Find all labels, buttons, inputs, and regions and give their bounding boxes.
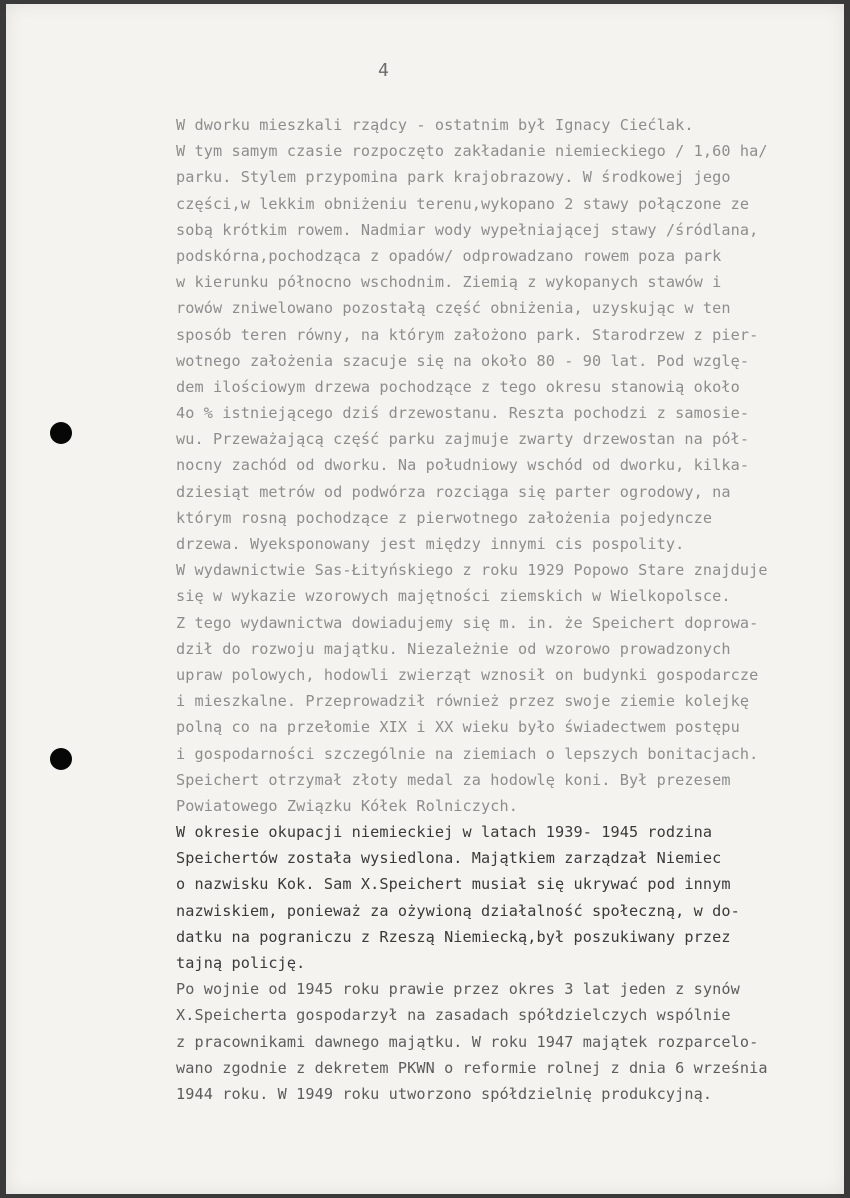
typewritten-text — [176, 112, 846, 1107]
text-line: rowów zniwelowano pozostałą część obniżenia, uzyskując w ten — [176, 299, 731, 318]
page-number: 4 — [378, 60, 389, 81]
text-line: Po wojnie od 1945 roku prawie przez okres 3 lat jeden z synów — [176, 980, 740, 999]
text-line: W tym samym czasie rozpoczęto zakładanie niemieckiego / 1,60 ha/ — [176, 142, 768, 161]
punch-hole-bottom — [50, 748, 72, 770]
text-line: 1944 roku. W 1949 roku utworzono spółdzielnię produkcyjną. — [176, 1084, 713, 1103]
text-line: upraw polowych, hodowli zwierząt wznosił on budynki gospodarcze — [176, 665, 759, 684]
text-line: dem ilościowym drzewa pochodzące z tego okresu stanowią około — [176, 377, 740, 396]
text-line: Z tego wydawnictwa dowiadujemy się m. in. że Speichert doprowa- — [176, 613, 759, 632]
text-line: Powiatowego Związku Kółek Rolniczych. — [176, 796, 519, 815]
text-line: i gospodarności szczególnie na ziemiach o lepszych bonitacjach. — [176, 744, 759, 763]
text-line: w kierunku północno wschodnim. Ziemią z wykopanych stawów i — [176, 273, 722, 292]
paragraph — [176, 819, 846, 976]
text-line: sposób teren równy, na którym założono park. Starodrzew z pier- — [176, 325, 759, 344]
text-line: o nazwisku Kok. Sam X.Speichert musiał się ukrywać pod innym — [176, 875, 731, 894]
text-line: wotnego założenia szacuje się na około 80 - 90 lat. Pod wzglę- — [176, 351, 750, 370]
text-line: z pracownikami dawnego majątku. W roku 1947 majątek rozparcelo- — [176, 1032, 759, 1051]
paragraph — [176, 976, 846, 1107]
text-line: części,w lekkim obniżeniu terenu,wykopano 2 stawy połączone ze — [176, 194, 750, 213]
text-line: dziesiąt metrów od podwórza rozciąga się parter ogrodowy, na — [176, 482, 731, 501]
text-line: nazwiskiem, ponieważ za ożywioną działalność społeczną, w do- — [176, 901, 740, 920]
text-line: Speichertów została wysiedlona. Majątkiem zarządzał Niemiec — [176, 849, 722, 868]
text-line: sobą krótkim rowem. Nadmiar wody wypełniającej stawy /śródlana, — [176, 220, 759, 239]
text-line: W wydawnictwie Sas-Łityńskiego z roku 1929 Popowo Stare znajduje — [176, 561, 768, 580]
text-line: którym rosną pochodzące z pierwotnego założenia pojedyncze — [176, 508, 713, 527]
text-line: się w wykazie wzorowych majętności ziemskich w Wielkopolsce. — [176, 587, 731, 606]
text-line: datku na pograniczu z Rzeszą Niemiecką,był poszukiwany przez — [176, 927, 731, 946]
text-line: 4o % istniejącego dziś drzewostanu. Reszta pochodzi z samosie- — [176, 404, 750, 423]
text-line: Speichert otrzymał złoty medal za hodowlę koni. Był prezesem — [176, 770, 731, 789]
text-line: wano zgodnie z dekretem PKWN o reformie rolnej z dnia 6 września — [176, 1058, 768, 1077]
text-line: W dworku mieszkali rządcy - ostatnim był Ignacy Ciećlak. — [176, 116, 694, 134]
text-line: wu. Przeważającą część parku zajmuje zwarty drzewostan na pół- — [176, 430, 750, 449]
document-page — [6, 4, 844, 1194]
text-line: nocny zachód od dworku. Na południowy wschód od dworku, kilka- — [176, 456, 750, 475]
text-line: polną co na przełomie XIX i XX wieku było świadectwem postępu — [176, 718, 740, 737]
punch-hole-top — [50, 422, 72, 444]
text-line: parku. Stylem przypomina park krajobrazowy. W środkowej jego — [176, 168, 731, 187]
text-line: tajną policję. — [176, 954, 306, 972]
text-line: W okresie okupacji niemieckiej w latach 1939- 1945 rodzina — [176, 823, 713, 842]
text-line: i mieszkalne. Przeprowadził również przez swoje ziemie kolejkę — [176, 692, 750, 711]
text-line: dził do rozwoju majątku. Niezależnie od wzorowo prowadzonych — [176, 639, 731, 658]
text-line: podskórna,pochodząca z opadów/ odprowadzano rowem poza park — [176, 246, 722, 265]
text-line: drzewa. Wyeksponowany jest między innymi cis pospolity. — [176, 535, 685, 553]
text-line: X.Speicherta gospodarzył na zasadach spółdzielczych wspólnie — [176, 1006, 731, 1025]
paragraph — [176, 112, 846, 819]
